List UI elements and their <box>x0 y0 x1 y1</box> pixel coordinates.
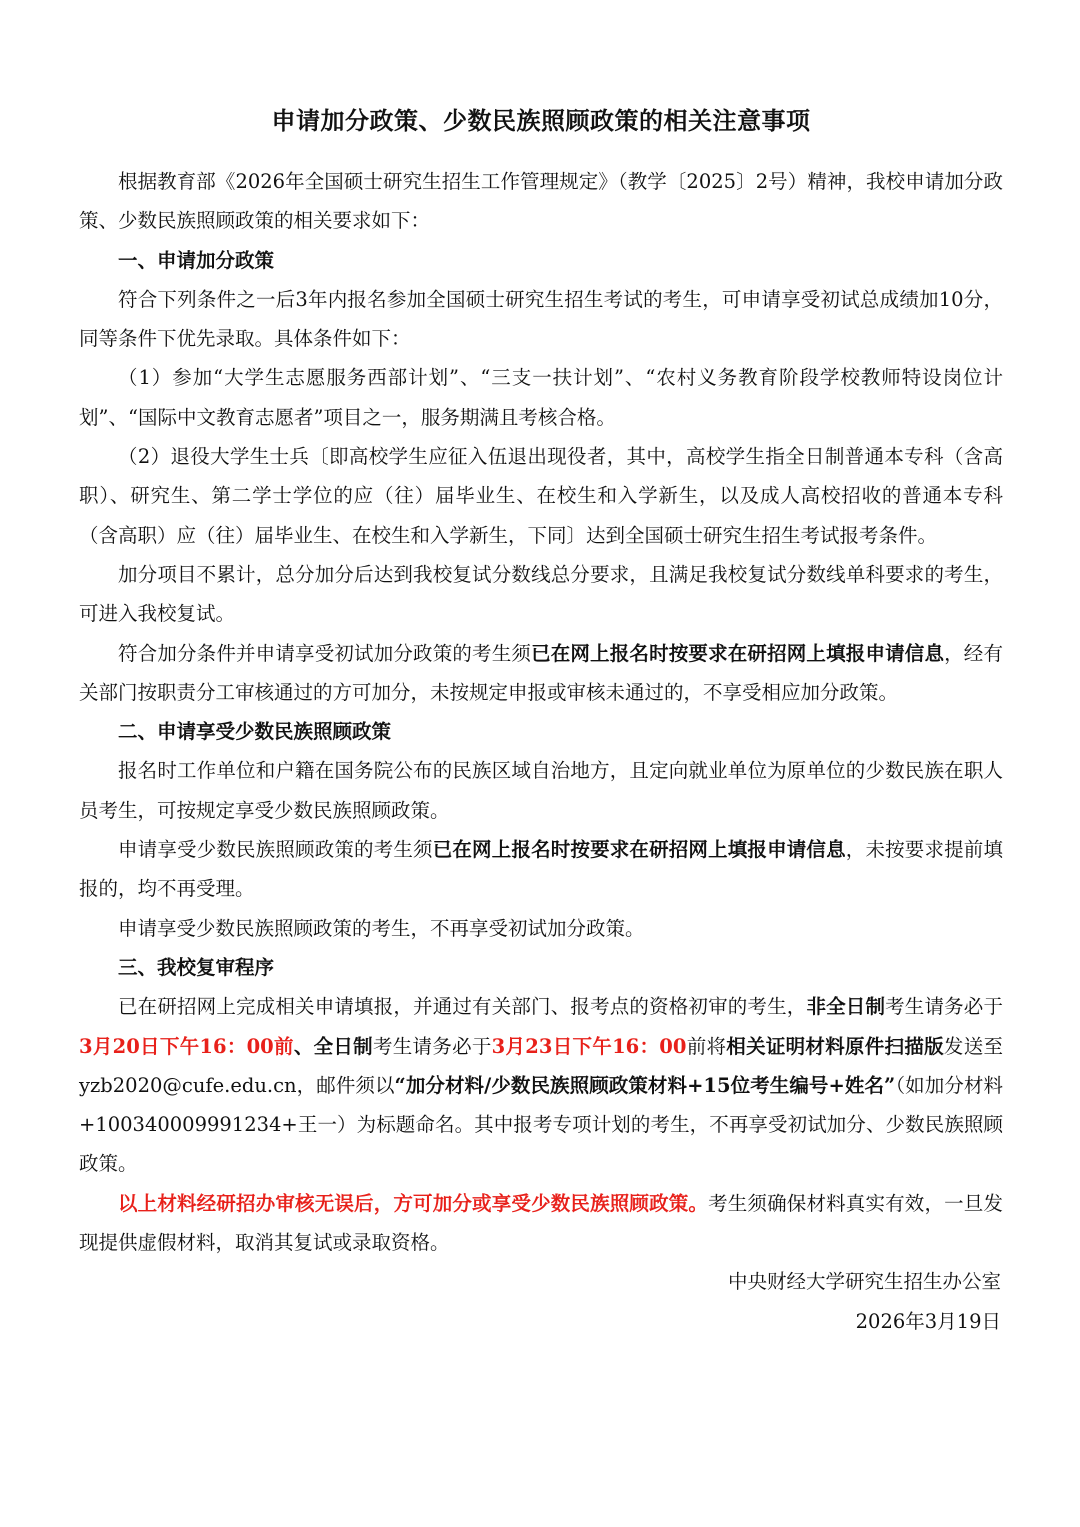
section2-paragraph-2 <box>79 830 1003 909</box>
section2-heading: 二、申请享受少数民族照顾政策 <box>118 720 392 744</box>
section1-paragraph-3 <box>79 634 1003 713</box>
section2-paragraph-3: 申请享受少数民族照顾政策的考生，不再享受初试加分政策。 <box>118 916 645 940</box>
section1-heading: 一、申请加分政策 <box>118 248 275 272</box>
signature-office: 中央财经大学研究生招生办公室 <box>727 1270 1001 1294</box>
section2-p2-text-a: 申请享受少数民族照顾政策的考生须 <box>118 838 433 862</box>
section3-heading: 三、我校复审程序 <box>118 955 275 979</box>
section3-paragraph-2 <box>79 1184 1003 1263</box>
section1-p3-text-a: 符合加分条件并申请享受初试加分政策的考生须 <box>118 641 532 665</box>
section3-p1-text-a: 已在研招网上完成相关申请填报，并通过有关部门、报考点的资格初审的考生， <box>118 995 807 1019</box>
section3-p1-text-m: （如加分材料+100340009991234+王一）为标题命名。其中报考专项计划的考生，不再享受初试加分、少数民族照顾政策。 <box>79 1073 1003 1176</box>
section2-paragraph-1: 报名时工作单位和户籍在国务院公布的民族区域自治地方，且定向就业单位为原单位的少数民族在职人员考生，可按规定享受少数民族照顾政策。 <box>79 759 1003 822</box>
section3-p1-separator: 、 <box>293 1034 314 1058</box>
section3-p2-text-b: 考生须确保材料真实有效，一旦发现提供虚假材料，取消其复试或录取资格。 <box>79 1191 1003 1255</box>
section1-condition-2: （2）退役大学生士兵〔即高校学生应征入伍退出现役者，其中，高校学生指全日制普通本专科（含高职）、研究生、第二学士学位的应（往）届毕业生、在校生和入学新生，以及成人高校招收的普通本专科（含高职）应（往）届毕业生、在校生和入学新生，下同〕达到全国硕士研究生招生考试报考条件。 <box>79 445 1003 547</box>
section1-p3-text-c: ，经有关部门按职责分工审核通过的方可加分，未按规定申报或审核未通过的，不享受相应加分政策。 <box>79 641 1003 704</box>
section3-p1-text-i: 前将 <box>686 1034 727 1058</box>
email-instruction: 发送至yzb2020@cufe.edu.cn，邮件须以 <box>79 1034 1003 1097</box>
part-time-deadline: 3月20日下午16：00前 <box>79 1034 294 1058</box>
intro-paragraph: 根据教育部《2026年全国硕士研究生招生工作管理规定》（教学〔2025〕2号）精神，我校申请加分政策、少数民族照顾政策的相关要求如下： <box>79 170 1003 233</box>
materials-emphasis: 相关证明材料原件扫描版 <box>726 1034 944 1058</box>
full-time-deadline: 3月23日下午16：00 <box>491 1034 687 1058</box>
section1-p3-emphasis: 已在网上报名时按要求在研招网上填报申请信息 <box>531 641 945 665</box>
full-time-label: 全日制 <box>313 1034 373 1058</box>
section3-paragraph-1 <box>79 987 1003 1183</box>
signature-date: 2026年3月19日 <box>855 1309 1001 1333</box>
section1-paragraph-2: 加分项目不累计，总分加分后达到我校复试分数线总分要求，且满足我校复试分数线单科要求的考生，可进入我校复试。 <box>79 562 1003 626</box>
section1-condition-1: （1）参加“大学生志愿服务西部计划”、“三支一扶计划”、“农村义务教育阶段学校教师特设岗位计划”、“国际中文教育志愿者”项目之一，服务期满且考核合格。 <box>79 366 1003 429</box>
email-subject-format: “加分材料/少数民族照顾政策材料+15位考生编号+姓名” <box>394 1073 896 1097</box>
section2-p2-emphasis: 已在网上报名时按要求在研招网上填报申请信息 <box>432 838 846 862</box>
part-time-label: 非全日制 <box>806 995 886 1019</box>
document-title: 申请加分政策、少数民族照顾政策的相关注意事项 <box>271 106 811 135</box>
section1-paragraph-1: 符合下列条件之一后3年内报名参加全国硕士研究生招生考试的考生，可申请享受初试总成绩加10分，同等条件下优先录取。具体条件如下： <box>79 287 1003 351</box>
document-page <box>79 96 1003 1341</box>
section3-p1-text-g: 考生请务必于 <box>372 1034 492 1058</box>
section2-p2-text-c: ，未按要求提前填报的，均不再受理。 <box>79 838 1003 901</box>
review-notice-red: 以上材料经研招办审核无误后，方可加分或享受少数民族照顾政策。 <box>118 1191 709 1215</box>
section3-p1-text-c: 考生请务必于 <box>885 995 1003 1019</box>
